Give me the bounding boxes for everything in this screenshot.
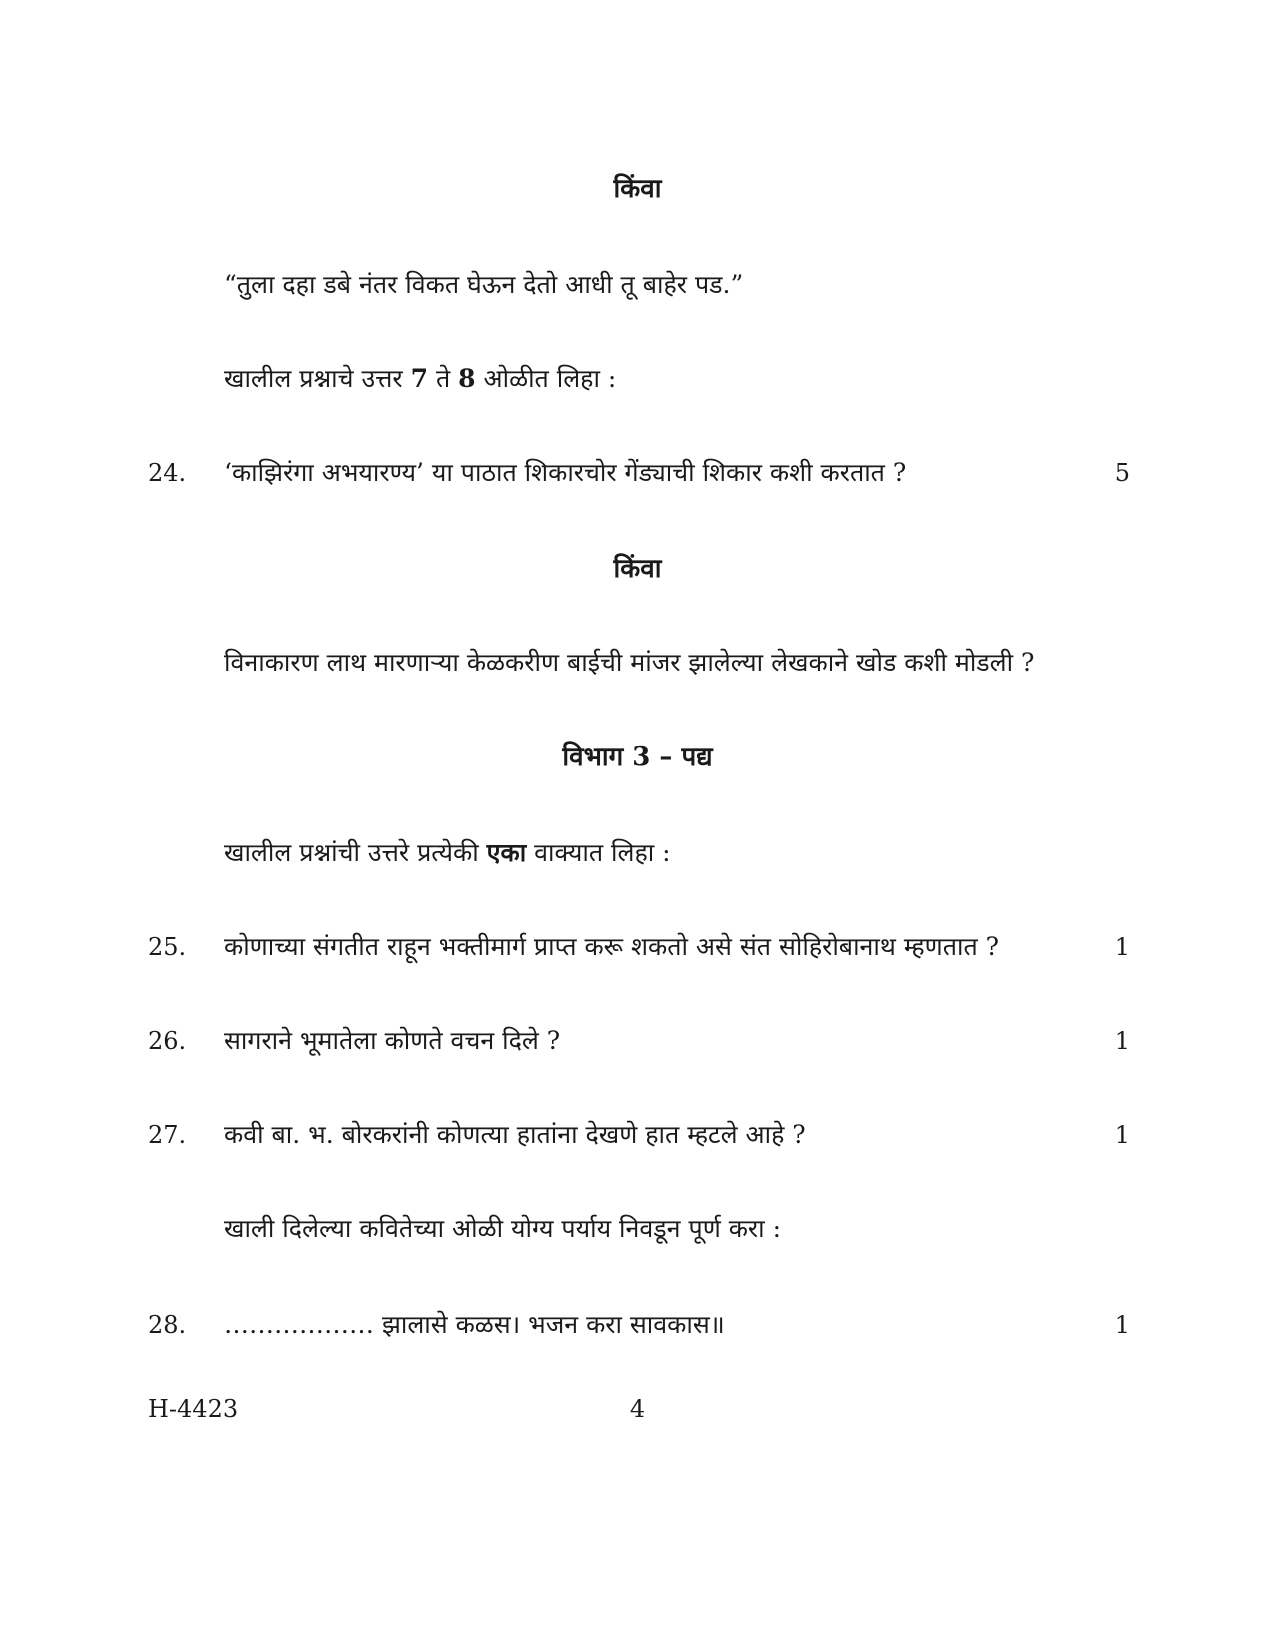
question-27-number: 27.	[148, 1121, 187, 1149]
instruction-7-8-lines	[224, 362, 616, 396]
instruction-text-before: खालील प्रश्नाचे उत्तर	[224, 364, 411, 393]
section-3-heading: विभाग 3 – पद्य	[562, 742, 713, 772]
question-25-marks: 1	[1114, 933, 1130, 961]
question-24-marks: 5	[1114, 459, 1130, 487]
instruction-2-after: वाक्यात लिहा :	[526, 838, 671, 867]
question-24-number: 24.	[148, 459, 187, 487]
question-24-alt-text: विनाकारण लाथ मारणाऱ्या केळकरीण बाईची मांजर झालेल्या लेखकाने खोड कशी मोडली ?	[224, 648, 1035, 677]
instruction-2-bold: एका	[486, 838, 527, 867]
instruction-complete-lines: खाली दिलेल्या कवितेच्या ओळी योग्य पर्याय निवडून पूर्ण करा :	[224, 1214, 781, 1243]
question-26-number: 26.	[148, 1027, 187, 1055]
question-25-number: 25.	[148, 933, 187, 961]
question-28-number: 28.	[148, 1311, 187, 1339]
question-28-marks: 1	[1114, 1311, 1130, 1339]
question-27-text: कवी बा. भ. बोरकरांनी कोणत्या हातांना देखणे हात म्हटले आहे ?	[224, 1120, 806, 1149]
question-26-text: सागराने भूमातेला कोणते वचन दिले ?	[224, 1026, 561, 1055]
question-24-text: ‘काझिरंगा अभयारण्य’ या पाठात शिकारचोर गेंड्याची शिकार कशी करतात ?	[224, 458, 907, 487]
instruction-2-before: खालील प्रश्नांची उत्तरे प्रत्येकी	[224, 838, 487, 867]
question-25-text: कोणाच्या संगतीत राहून भक्तीमार्ग प्राप्त करू शकतो असे संत सोहिरोबानाथ म्हणतात ?	[224, 932, 1000, 961]
paper-code: H-4423	[148, 1395, 239, 1423]
or-heading-1: किंवा	[613, 174, 662, 204]
instruction-num-7: 7	[410, 364, 428, 393]
page-number: 4	[629, 1395, 646, 1423]
instruction-text-after: ओळीत लिहा :	[475, 364, 617, 393]
question-26-marks: 1	[1114, 1027, 1130, 1055]
instruction-text-mid: ते	[428, 364, 459, 393]
quote-line: “तुला दहा डबे नंतर विकत घेऊन देतो आधी तू बाहेर पड.”	[224, 270, 744, 299]
instruction-num-8: 8	[458, 364, 476, 393]
question-27-marks: 1	[1114, 1121, 1130, 1149]
question-28-text: ……………… झालासे कळस। भजन करा सावकास॥	[224, 1310, 725, 1339]
instruction-one-sentence	[224, 836, 671, 870]
or-heading-2: किंवा	[613, 554, 662, 584]
